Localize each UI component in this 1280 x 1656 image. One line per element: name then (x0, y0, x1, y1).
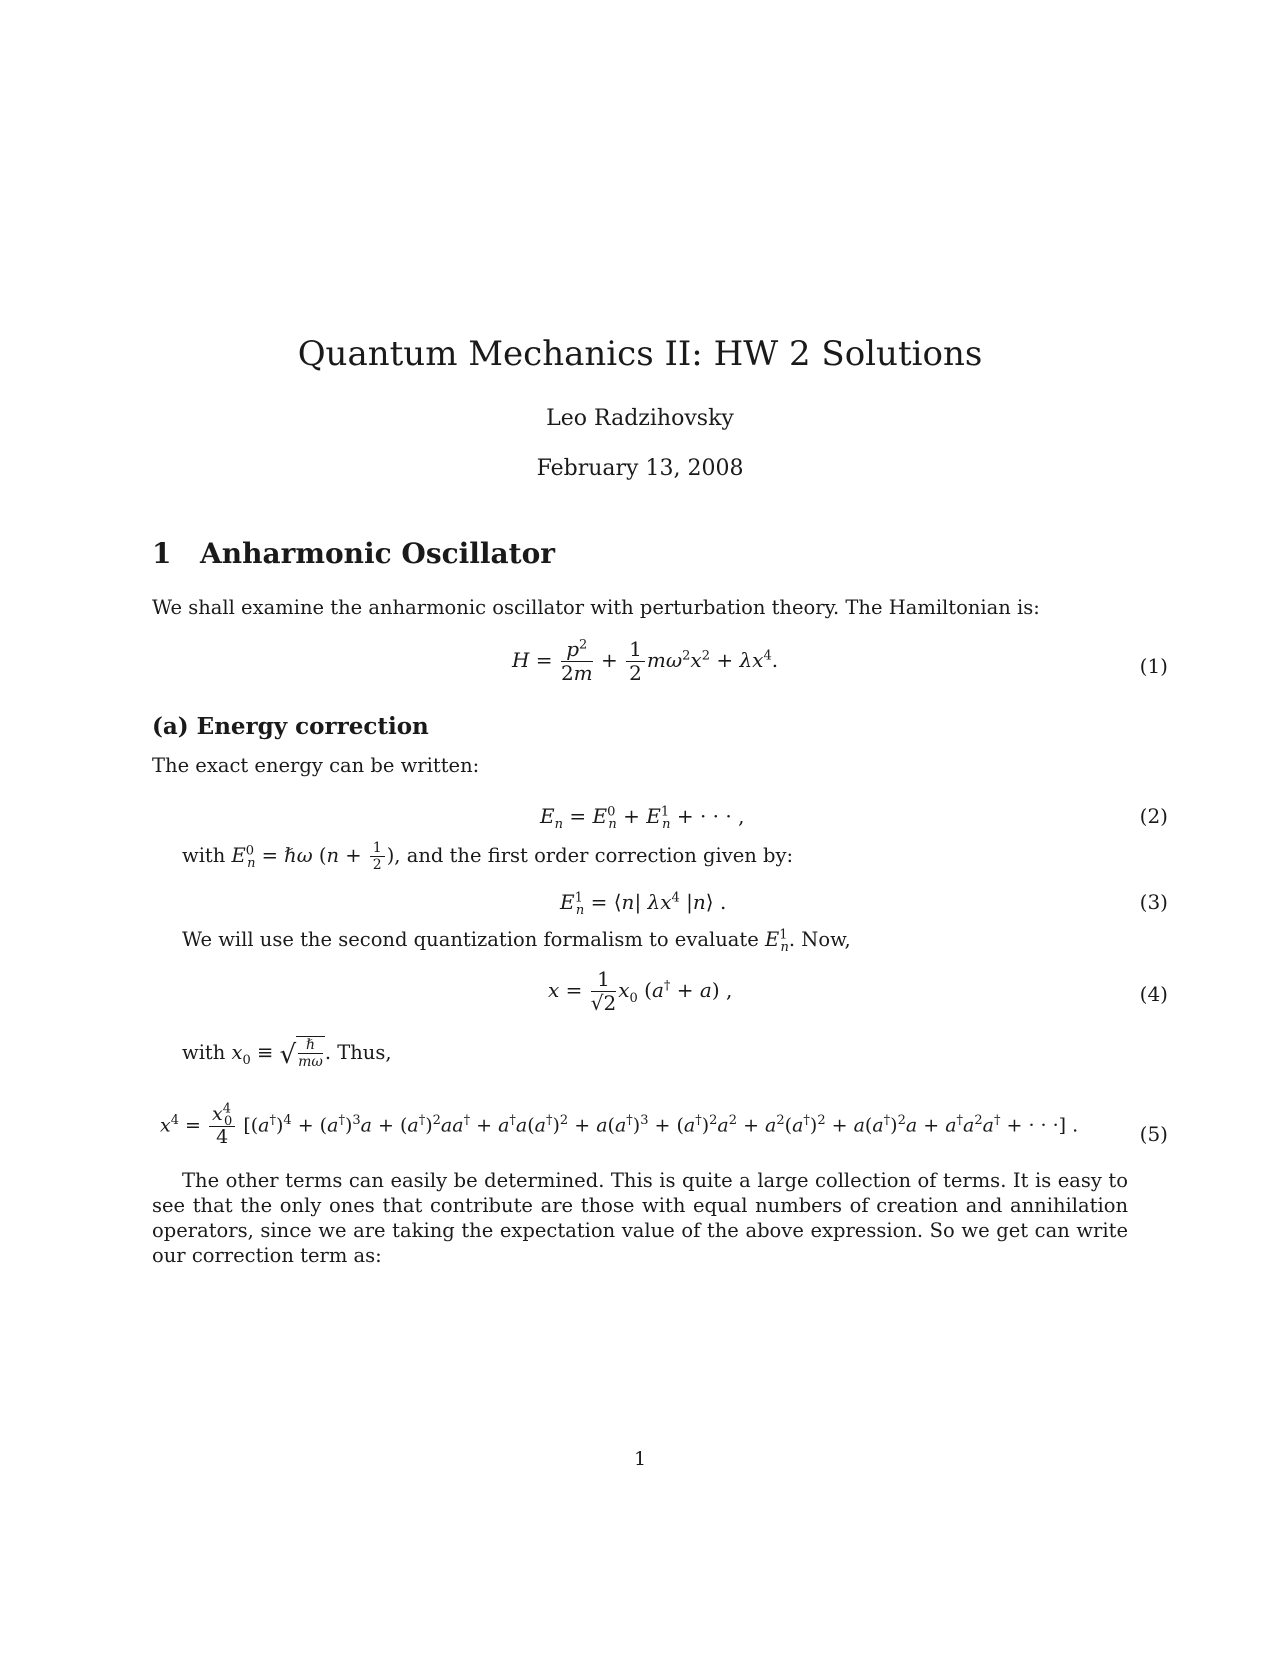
equation-first-order-correction: $E^1_n$ = ⟨n| $\lambda x^4$ |n⟩ . (560, 890, 727, 918)
author: Leo Radzihovsky (546, 406, 734, 431)
section-title: Anharmonic Oscillator (200, 537, 556, 570)
subsection-heading: (a) Energy correction (152, 713, 429, 740)
date: February 13, 2008 (536, 456, 744, 481)
equation-x-fourth-expansion: $x^4$ = $\frac{x^4_0}{4}$ [$(a^\dagger)^4 + (a^\dagger)^3a + (a^\dagger)^2aa^\dagger + a^\dagger a(a^\dagger)^2 + a(a^\dagger)^3 + (a^\dagger)^2a^2 + a^2(a^\dagger)^2 + a(a^\dagger)^2a + a^\dagger a^2a^\dagger$ + · · ·] . (160, 1101, 1079, 1148)
paper-title: Quantum Mechanics II: HW 2 Solutions (297, 334, 983, 374)
equation-energy-expansion: $E_n = E^0_n + E^1_n$ + · · · , (540, 804, 745, 832)
exact-energy-text: The exact energy can be written: (152, 754, 480, 777)
equation-position-operator: x = $\frac{1}{√2}$ $x_0$ (a† + a) , (548, 967, 733, 1015)
final-paragraph: The other terms can easily be determined. This is quite a large collection of terms. It is easy to see that the only ones that contribute are those with equal numbers of creation and annihilation operators, since we are taking the expectation value of the above expression. So we get can write our correction term as: (152, 1169, 1128, 1267)
equation-number-3: (3) (1139, 890, 1168, 914)
zeroth-order-text: with $E^0_n$ = ℏω (n + $\frac{1}{2}$ ), and the first order correction given by: (182, 840, 794, 874)
intro-text: We shall examine the anharmonic oscillator with perturbation theory. The Hamiltonian is: (152, 596, 1040, 619)
section-heading (152, 537, 555, 570)
equation-hamiltonian: H = $\frac{p^2}{2m}$ + $\frac{1}{2}$ $m\omega^2x^2 + \lambda x^4$. (512, 637, 779, 685)
equation-number-5: (5) (1139, 1122, 1168, 1146)
page-number: 1 (633, 1448, 647, 1470)
equation-number-4: (4) (1139, 982, 1168, 1006)
equation-number-2: (2) (1139, 804, 1168, 828)
equation-number-1: (1) (1139, 654, 1168, 678)
length-scale-text: with $x_0$ ≡ √ $\frac{\text{ℏ}}{m\omega}$ . Thus, (182, 1037, 392, 1071)
section-number: 1 (152, 537, 172, 570)
second-quantization-text: We will use the second quantization formalism to evaluate $E^1_n$. Now, (182, 927, 851, 955)
